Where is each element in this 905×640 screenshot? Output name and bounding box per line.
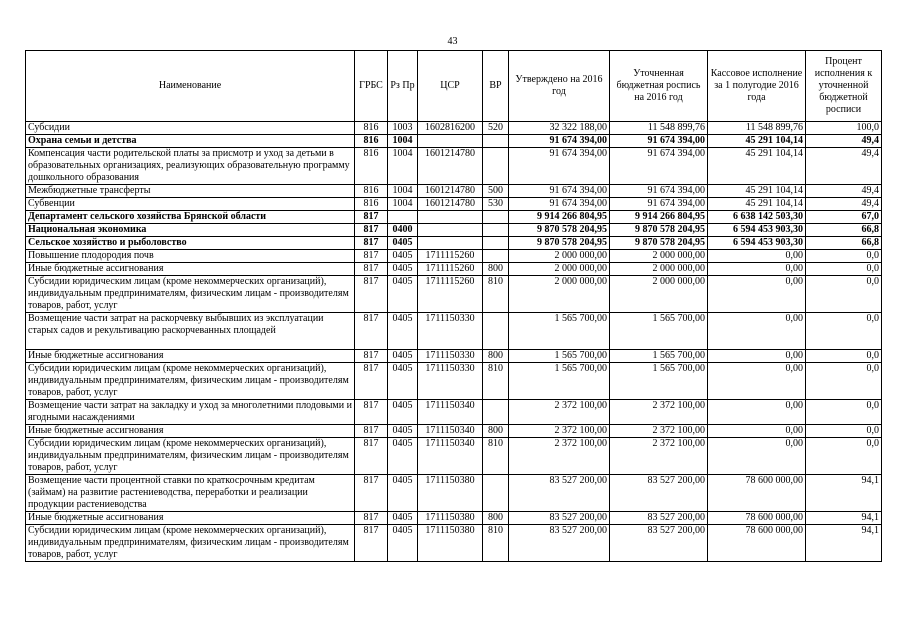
- table-row: [26, 512, 882, 525]
- cell-refined: 83 527 200,00: [610, 525, 708, 562]
- cell-cash: 6 594 453 903,30: [708, 237, 806, 250]
- cell-percent: 66,8: [806, 237, 882, 250]
- cell-name: Повышение плодородия почв: [26, 250, 355, 263]
- cell-vr: [483, 211, 509, 224]
- table-row: [26, 313, 882, 350]
- cell-cash: 0,00: [708, 276, 806, 313]
- cell-grbs: 817: [355, 313, 388, 350]
- cell-percent: 0,0: [806, 313, 882, 350]
- cell-approved: 2 000 000,00: [509, 263, 610, 276]
- cell-refined: 2 000 000,00: [610, 276, 708, 313]
- cell-cash: 78 600 000,00: [708, 475, 806, 512]
- cell-grbs: 817: [355, 525, 388, 562]
- cell-grbs: 817: [355, 475, 388, 512]
- cell-approved: 2 372 100,00: [509, 438, 610, 475]
- cell-percent: 66,8: [806, 224, 882, 237]
- cell-cash: 0,00: [708, 263, 806, 276]
- cell-vr: 800: [483, 263, 509, 276]
- cell-grbs: 816: [355, 198, 388, 211]
- cell-vr: 500: [483, 185, 509, 198]
- cell-refined: 11 548 899,76: [610, 122, 708, 135]
- table-row: [26, 400, 882, 425]
- table-row: [26, 250, 882, 263]
- cell-cash: 0,00: [708, 363, 806, 400]
- header-csr: ЦСР: [418, 51, 483, 122]
- cell-approved: 2 372 100,00: [509, 425, 610, 438]
- cell-refined: 83 527 200,00: [610, 512, 708, 525]
- header-name: Наименование: [26, 51, 355, 122]
- cell-vr: 810: [483, 525, 509, 562]
- cell-csr: [418, 224, 483, 237]
- cell-name: Субсидии: [26, 122, 355, 135]
- cell-refined: 2 372 100,00: [610, 438, 708, 475]
- cell-cash: 0,00: [708, 438, 806, 475]
- cell-grbs: 816: [355, 185, 388, 198]
- cell-name: Возмещение части затрат на раскорчевку выбывших из эксплуатации старых садов и рекультивацию раскорчеванных площадей: [26, 313, 355, 350]
- cell-name: Субсидии юридическим лицам (кроме некоммерческих организаций), индивидуальным предпринимателям, физическим лицам - производителям товаров, работ, услуг: [26, 276, 355, 313]
- cell-refined: 2 000 000,00: [610, 263, 708, 276]
- cell-rz-pr: 0405: [388, 237, 418, 250]
- cell-csr: 1602816200: [418, 122, 483, 135]
- cell-cash: 45 291 104,14: [708, 135, 806, 148]
- cell-grbs: 817: [355, 263, 388, 276]
- cell-rz-pr: 0405: [388, 363, 418, 400]
- table-row: [26, 363, 882, 400]
- cell-grbs: 816: [355, 148, 388, 185]
- cell-percent: 100,0: [806, 122, 882, 135]
- cell-name: Национальная экономика: [26, 224, 355, 237]
- cell-cash: 0,00: [708, 400, 806, 425]
- table-row: [26, 276, 882, 313]
- cell-csr: 1711150340: [418, 425, 483, 438]
- cell-refined: 1 565 700,00: [610, 313, 708, 350]
- header-vr: ВР: [483, 51, 509, 122]
- cell-rz-pr: 1004: [388, 135, 418, 148]
- cell-vr: 800: [483, 425, 509, 438]
- cell-refined: 91 674 394,00: [610, 185, 708, 198]
- cell-name: Сельское хозяйство и рыболовство: [26, 237, 355, 250]
- cell-csr: 1711115260: [418, 250, 483, 263]
- cell-csr: 1711150380: [418, 525, 483, 562]
- cell-rz-pr: 0405: [388, 276, 418, 313]
- cell-vr: [483, 250, 509, 263]
- cell-name: Субсидии юридическим лицам (кроме некоммерческих организаций), индивидуальным предпринимателям, физическим лицам - производителям товаров, работ, услуг: [26, 525, 355, 562]
- cell-approved: 83 527 200,00: [509, 475, 610, 512]
- table-row: [26, 438, 882, 475]
- cell-grbs: 817: [355, 276, 388, 313]
- header-cash: Кассовое исполнение за 1 полугодие 2016 года: [708, 51, 806, 122]
- cell-cash: 6 594 453 903,30: [708, 224, 806, 237]
- cell-cash: 6 638 142 503,30: [708, 211, 806, 224]
- cell-csr: 1601214780: [418, 148, 483, 185]
- cell-grbs: 817: [355, 237, 388, 250]
- cell-vr: [483, 148, 509, 185]
- table-row: [26, 185, 882, 198]
- cell-percent: 94,1: [806, 475, 882, 512]
- cell-refined: 9 914 266 804,95: [610, 211, 708, 224]
- cell-percent: 49,4: [806, 185, 882, 198]
- cell-rz-pr: 1004: [388, 148, 418, 185]
- cell-approved: 2 000 000,00: [509, 276, 610, 313]
- cell-csr: [418, 211, 483, 224]
- cell-grbs: 817: [355, 224, 388, 237]
- cell-percent: 0,0: [806, 276, 882, 313]
- cell-grbs: 816: [355, 135, 388, 148]
- table-row: [26, 148, 882, 185]
- cell-refined: 2 372 100,00: [610, 425, 708, 438]
- cell-name: Департамент сельского хозяйства Брянской области: [26, 211, 355, 224]
- header-grbs: ГРБС: [355, 51, 388, 122]
- cell-refined: 2 372 100,00: [610, 400, 708, 425]
- cell-percent: 0,0: [806, 400, 882, 425]
- cell-approved: 32 322 188,00: [509, 122, 610, 135]
- cell-percent: 49,4: [806, 148, 882, 185]
- cell-vr: 810: [483, 276, 509, 313]
- header-row: [26, 51, 882, 122]
- cell-csr: 1711115260: [418, 263, 483, 276]
- cell-rz-pr: 0405: [388, 425, 418, 438]
- cell-csr: 1711150380: [418, 512, 483, 525]
- cell-vr: [483, 475, 509, 512]
- cell-grbs: 817: [355, 250, 388, 263]
- cell-refined: 91 674 394,00: [610, 148, 708, 185]
- cell-refined: 1 565 700,00: [610, 350, 708, 363]
- cell-csr: 1711150340: [418, 400, 483, 425]
- cell-vr: [483, 400, 509, 425]
- cell-approved: 91 674 394,00: [509, 185, 610, 198]
- cell-csr: 1711115260: [418, 276, 483, 313]
- header-rz-pr: Рз Пр: [388, 51, 418, 122]
- cell-csr: [418, 135, 483, 148]
- cell-refined: 1 565 700,00: [610, 363, 708, 400]
- cell-rz-pr: 1004: [388, 198, 418, 211]
- cell-approved: 1 565 700,00: [509, 350, 610, 363]
- cell-rz-pr: 0405: [388, 525, 418, 562]
- cell-csr: 1601214780: [418, 198, 483, 211]
- cell-name: Иные бюджетные ассигнования: [26, 512, 355, 525]
- cell-refined: 91 674 394,00: [610, 135, 708, 148]
- cell-rz-pr: 0405: [388, 438, 418, 475]
- cell-csr: [418, 237, 483, 250]
- header-percent: Процент исполнения к уточненной бюджетной росписи: [806, 51, 882, 122]
- cell-refined: 91 674 394,00: [610, 198, 708, 211]
- cell-cash: 45 291 104,14: [708, 198, 806, 211]
- table-row: [26, 425, 882, 438]
- cell-rz-pr: 0405: [388, 350, 418, 363]
- cell-approved: 91 674 394,00: [509, 198, 610, 211]
- cell-vr: [483, 237, 509, 250]
- cell-grbs: 817: [355, 350, 388, 363]
- cell-rz-pr: 0405: [388, 475, 418, 512]
- cell-percent: 0,0: [806, 350, 882, 363]
- cell-name: Иные бюджетные ассигнования: [26, 425, 355, 438]
- cell-approved: 91 674 394,00: [509, 135, 610, 148]
- table-row: [26, 237, 882, 250]
- cell-grbs: 817: [355, 425, 388, 438]
- cell-refined: 9 870 578 204,95: [610, 237, 708, 250]
- budget-table: [25, 50, 882, 562]
- cell-approved: 9 870 578 204,95: [509, 237, 610, 250]
- cell-name: Возмещение части затрат на закладку и уход за многолетними плодовыми и ягодными насаждениями: [26, 400, 355, 425]
- cell-approved: 2 000 000,00: [509, 250, 610, 263]
- cell-grbs: 816: [355, 122, 388, 135]
- cell-grbs: 817: [355, 211, 388, 224]
- cell-vr: 800: [483, 350, 509, 363]
- header-approved: Утверждено на 2016 год: [509, 51, 610, 122]
- table-row: [26, 198, 882, 211]
- cell-cash: 45 291 104,14: [708, 185, 806, 198]
- cell-approved: 1 565 700,00: [509, 313, 610, 350]
- cell-cash: 0,00: [708, 313, 806, 350]
- cell-rz-pr: 0405: [388, 263, 418, 276]
- table-row: [26, 525, 882, 562]
- cell-percent: 94,1: [806, 525, 882, 562]
- cell-cash: 78 600 000,00: [708, 525, 806, 562]
- table-body: [26, 122, 882, 562]
- cell-approved: 1 565 700,00: [509, 363, 610, 400]
- cell-percent: 49,4: [806, 198, 882, 211]
- cell-rz-pr: 0405: [388, 400, 418, 425]
- page-number: 43: [447, 36, 458, 47]
- cell-name: Межбюджетные трансферты: [26, 185, 355, 198]
- cell-csr: 1711150330: [418, 313, 483, 350]
- table-row: [26, 475, 882, 512]
- cell-vr: 810: [483, 363, 509, 400]
- cell-rz-pr: 1004: [388, 185, 418, 198]
- cell-approved: 9 914 266 804,95: [509, 211, 610, 224]
- cell-refined: 2 000 000,00: [610, 250, 708, 263]
- cell-approved: 9 870 578 204,95: [509, 224, 610, 237]
- cell-name: Иные бюджетные ассигнования: [26, 263, 355, 276]
- cell-vr: 800: [483, 512, 509, 525]
- header-refined: Уточненная бюджетная роспись на 2016 год: [610, 51, 708, 122]
- table-row: [26, 224, 882, 237]
- table-row: [26, 211, 882, 224]
- cell-cash: 0,00: [708, 350, 806, 363]
- cell-percent: 0,0: [806, 250, 882, 263]
- cell-percent: 0,0: [806, 363, 882, 400]
- cell-rz-pr: 0405: [388, 512, 418, 525]
- cell-cash: 45 291 104,14: [708, 148, 806, 185]
- cell-approved: 91 674 394,00: [509, 148, 610, 185]
- cell-vr: [483, 135, 509, 148]
- cell-csr: 1711150380: [418, 475, 483, 512]
- cell-vr: [483, 313, 509, 350]
- cell-vr: 530: [483, 198, 509, 211]
- cell-name: Иные бюджетные ассигнования: [26, 350, 355, 363]
- cell-percent: 0,0: [806, 263, 882, 276]
- cell-refined: 83 527 200,00: [610, 475, 708, 512]
- cell-name: Субсидии юридическим лицам (кроме некоммерческих организаций), индивидуальным предпринимателям, физическим лицам - производителям товаров, работ, услуг: [26, 363, 355, 400]
- cell-csr: 1711150340: [418, 438, 483, 475]
- cell-percent: 94,1: [806, 512, 882, 525]
- cell-cash: 0,00: [708, 425, 806, 438]
- cell-name: Субсидии юридическим лицам (кроме некоммерческих организаций), индивидуальным предпринимателям, физическим лицам - производителям товаров, работ, услуг: [26, 438, 355, 475]
- cell-vr: 520: [483, 122, 509, 135]
- cell-percent: 0,0: [806, 425, 882, 438]
- cell-rz-pr: 0400: [388, 224, 418, 237]
- cell-approved: 83 527 200,00: [509, 512, 610, 525]
- cell-vr: 810: [483, 438, 509, 475]
- cell-name: Охрана семьи и детства: [26, 135, 355, 148]
- table-row: [26, 122, 882, 135]
- table-row: [26, 350, 882, 363]
- cell-rz-pr: 0405: [388, 250, 418, 263]
- cell-percent: 49,4: [806, 135, 882, 148]
- cell-cash: 11 548 899,76: [708, 122, 806, 135]
- cell-approved: 2 372 100,00: [509, 400, 610, 425]
- cell-cash: 78 600 000,00: [708, 512, 806, 525]
- cell-rz-pr: 0405: [388, 313, 418, 350]
- cell-csr: 1711150330: [418, 350, 483, 363]
- cell-csr: 1711150330: [418, 363, 483, 400]
- cell-vr: [483, 224, 509, 237]
- table-row: [26, 135, 882, 148]
- cell-cash: 0,00: [708, 250, 806, 263]
- cell-grbs: 817: [355, 512, 388, 525]
- cell-approved: 83 527 200,00: [509, 525, 610, 562]
- cell-rz-pr: 1003: [388, 122, 418, 135]
- cell-grbs: 817: [355, 400, 388, 425]
- table-row: [26, 263, 882, 276]
- cell-csr: 1601214780: [418, 185, 483, 198]
- cell-name: Компенсация части родительской платы за присмотр и уход за детьми в образовательных организациях, реализующих образовательную программу дошкольного образования: [26, 148, 355, 185]
- cell-grbs: 817: [355, 438, 388, 475]
- cell-name: Возмещение части процентной ставки по краткосрочным кредитам (займам) на развитие растениеводства, переработки и реализации продукции растениеводства: [26, 475, 355, 512]
- cell-name: Субвенции: [26, 198, 355, 211]
- cell-percent: 0,0: [806, 438, 882, 475]
- cell-percent: 67,0: [806, 211, 882, 224]
- cell-rz-pr: [388, 211, 418, 224]
- cell-refined: 9 870 578 204,95: [610, 224, 708, 237]
- cell-grbs: 817: [355, 363, 388, 400]
